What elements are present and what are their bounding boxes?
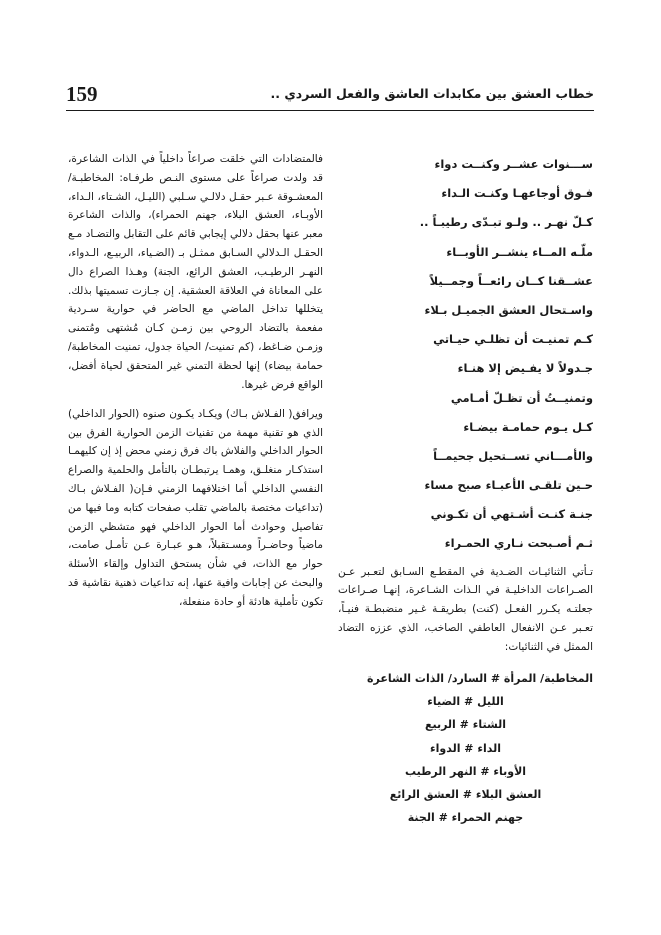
page-number: 159 — [66, 82, 98, 106]
antithesis-pair: الليل # الضياء — [427, 695, 504, 709]
antithesis-list — [338, 667, 593, 829]
antithesis-pair: جهنم الحمراء # الجنة — [407, 811, 524, 825]
verse-line: جنـة كنـت أشـتهي أن تكـوني — [430, 507, 593, 522]
verse-line: والأمـــاني تســتحيل جحيمــاً — [433, 448, 593, 463]
verse-line: عشــقنا كــان رائعــاً وجمــيلاً — [429, 273, 593, 288]
body-paragraph: فالمتضادات التي خلقت صراعاً داخلياً في الذات الشاعرة، قد ولدت صراعاً على مستوى النـص طرفـاه: المخاطبـة/ المعشـوقة عـبر حقـل دلالـي سـلبي (الليـل، الشـتاء، الـداء، الأوبـاء، العشق البلاء، جهنم الحمراء)، والذات الشاعرة معبر عنها بحقل دلالي إيجابي قائم على التقابل والتضـاد مـع الحقـل الـدلالي السـابق ممثـل بـ (الضـياء، الربيـع، الـدواء، النهـر الرطيـب، العشق الرائع، الجنة) وهـذا الصراع دال على المعاناة في العلاقة العشقية. إن جـازت تسميتها بذلك. يتخللها تداخل الماضي مع الحاضر في حوارية سـردية مفعمة بالتضاد الروحي بين زمـن كـان مُشتهى ومُتمنى وزمـن ضـاغط، (كم تمنيت/ الحياة جدول، تمنيت المخاطبة/ حمامة بيضاء) إنها لحظة التمني غير المتحقق لحياة أفضل، الواقع فرض غيرها. — [68, 153, 323, 391]
verse-line: كـل يـوم حمامـة بيضـاء — [463, 419, 593, 434]
verse-line: كـم تمنيـت أن تظلـي حيـاتي — [433, 332, 593, 347]
antithesis-pair: العشق البلاء # العشق الرائع — [389, 788, 542, 802]
verse-line: ســـنوات عشــر وكنــت دواء — [434, 157, 593, 171]
verse-line: ثـم أصـبحت نـاري الحمـراء — [444, 536, 593, 551]
left-column — [68, 150, 323, 622]
body-paragraph: ويرافق( الفـلاش بـاك) ويكـاد يكـون صنوه (الحوار الداخلي) الذي هو تقنية مهمة من تقنيات الزمن الحوارية الفرق بين الحوار الداخلي والفلاش باك فرق زمني محض إذ إن كليهمـا استذكـار منغلـق، وهمـا يرتبطـان بالتأمل والحلمية والصراع النفسي الداخلي أما اختلافهما الزمني فـإن( الفـلاش بـاك (تداعيات مختصة بالماضي تقلب صفحات كتابه وما فيها من تفاصيل وحوادث أما الحوار الداخلي فهو متشظي الزمن ماضياً وحاضـراً ومسـتقبلاً، هـو عبـارة عـن تأمـل صامت، حوار مع الذات، في شأن يستحق التداول وإلقاء الأسئلة والبحث عن إجابات وافية عنها، إنه تداعيات ذهنية نقاشية قد تكون تأملية هادئة أو حادة منفعلة، — [68, 407, 323, 608]
antithesis-pair: الشتاء # الربيع — [424, 718, 507, 732]
poem — [338, 150, 593, 559]
right-column — [338, 150, 593, 829]
antithesis-pair: المخاطبة/ المرأة # السارد/ الذات الشاعرة — [367, 672, 593, 686]
verse-line: حـين تلقـى الأعبـاء صبح مساء — [424, 478, 593, 493]
running-title: خطاب العشق بين مكابدات العاشق والفعل السردي .. — [270, 86, 594, 101]
antithesis-pair: الأوباء # النهر الرطيب — [404, 764, 527, 778]
verse-line: ملّـه المــاء ينشــر الأوبــاء — [446, 244, 593, 259]
verse-line: جـدولاً لا يفـيض إلا هنـاء — [457, 361, 593, 376]
verse-line: كـلّ نهـر .. ولـو تبـدّى رطيبـاً .. — [419, 215, 593, 230]
header-rule — [66, 110, 594, 111]
analysis-paragraph: تـأتي الثنائيـات الضـدية في المقطـع السـابق لتعـبر عـن الصـراعات الداخليـة في الـذات الشـاعرة، إنهـا صـراعات جعلتـه يكـرر الفعـل (كنت) بطريقـة غـير منضبطـة فنيـاً، تعـبر عـن الانفعال العاطفي الصاخب، الذي عززه التضاد الممثل في الثنائيات: — [338, 565, 593, 653]
running-header — [66, 82, 594, 108]
verse-line: واسـتحال العشق الجميـل بـلاء — [424, 302, 593, 317]
antithesis-pair: الداء # الدواء — [429, 741, 501, 755]
verse-line: وتمنيــتُ أن تظـلّ أمـامي — [450, 390, 593, 405]
verse-line: فـوق أوجاعهـا وكنـت الـداء — [441, 186, 593, 201]
